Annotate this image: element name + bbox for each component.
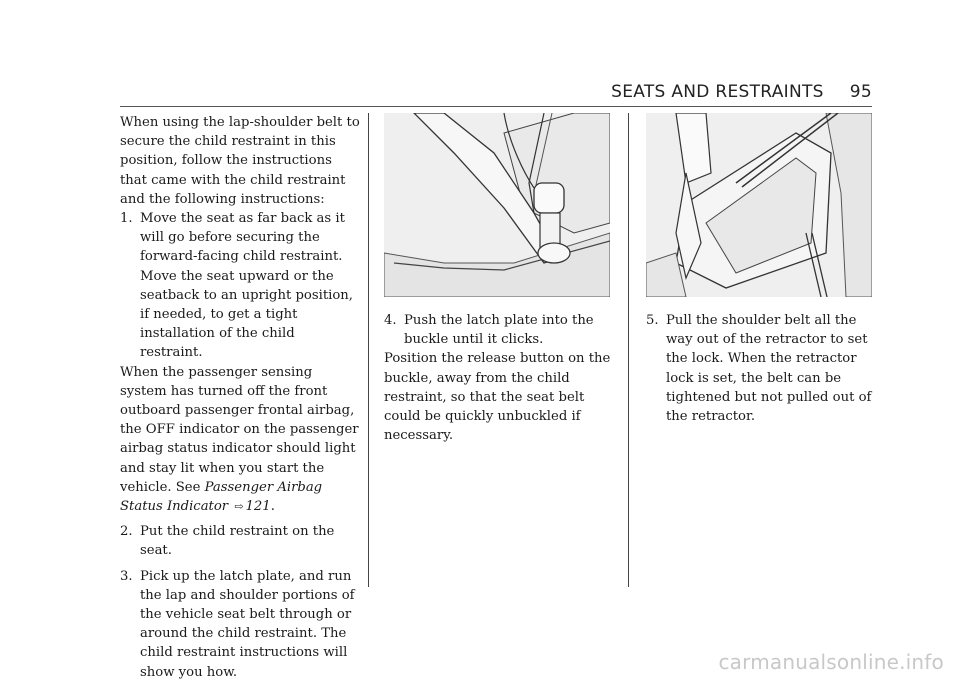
xref-page[interactable]: 121 [245,499,271,515]
column-2 [384,311,616,445]
step-number: 3. [120,568,133,584]
column-3 [646,311,876,426]
xref-link-passenger-airbag-status[interactable]: Passenger Airbag Status Indicator [120,479,323,515]
column-divider-2 [628,113,629,587]
step-4 [384,311,616,349]
note-text: When the passenger sensing system has turned off the front outboard passenger frontal airbag, the OFF indicator on the passenger airbag status indicator should light and stay lit when you start the vehicle. See [120,364,359,495]
section-title: SEATS AND RESTRAINTS [611,82,824,102]
step-number: 1. [120,211,133,227]
step-5 [646,311,876,426]
watermark: carmanualsonline.info [718,650,944,674]
step-text: Pick up the latch plate, and run the lap and shoulder portions of the vehicle seat belt through or around the child restraint. The child restraint instructions will show you how. [140,568,355,680]
step-2 [120,522,360,560]
step-number: 5. [646,313,659,328]
step-text: Move the seat as far back as it will go before securing the forward-facing child restraint. Move the seat upward or the seatback to an upright position, if needed, to get a tight installation of the child restraint. [140,211,353,361]
page-header [611,82,872,102]
step-text: Pull the shoulder belt all the way out of the retractor to set the lock. When the retractor lock is set, the belt can be tightened but not pulled out of the retractor. [666,313,872,425]
step-3 [120,567,360,682]
reference-arrow-icon: ⇨ [234,500,244,514]
illustration-latch-buckle [384,113,610,297]
step-4-note: Position the release button on the buckle, away from the child restraint, so that the seat belt could be quickly unbuckled if necessary. [384,351,611,444]
step-1-note: When the passenger sensing system has turned off the front outboard passenger frontal airbag, the OFF indicator on the passenger airbag status indicator should light and stay lit when you start the vehicle. See Passenger Airbag Status Indicator ⇨ 121. [120,364,359,515]
step-text: Put the child restraint on the seat. [140,524,335,559]
column-divider-1 [368,113,369,587]
step-1 [120,209,360,363]
illustration-pull-shoulder-belt [646,113,872,297]
step-number: 4. [384,313,397,328]
step-number: 2. [120,524,133,540]
header-rule [120,106,872,107]
intro-paragraph: When using the lap-shoulder belt to secure the child restraint in this position, follow the instructions that came with the child restraint and the following instructions: [120,115,360,207]
step-text: Push the latch plate into the buckle until it clicks. [404,313,594,348]
column-1 [120,113,360,682]
page-number: 95 [849,82,872,102]
